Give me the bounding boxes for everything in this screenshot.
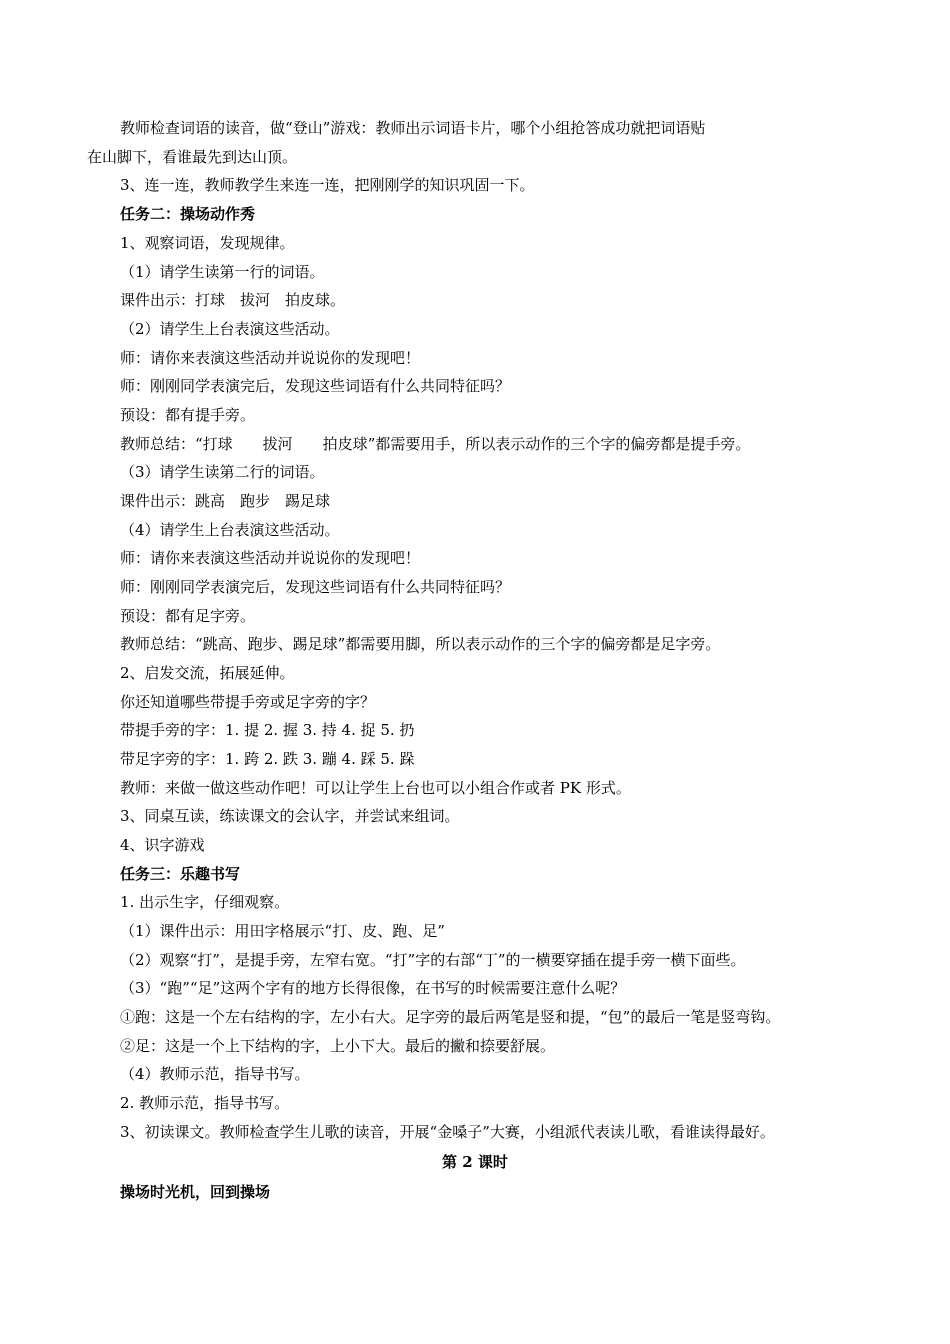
paragraph-line: 你还知道哪些带提手旁或足字旁的字？	[120, 693, 376, 711]
paragraph-line: （1）课件出示：用田字格展示“打、皮、跑、足”	[120, 922, 445, 940]
paragraph-line: （3）“跑”“足”这两个字有的地方长得很像，在书写的时候需要注意什么呢？	[120, 979, 626, 997]
paragraph-line: （1）请学生读第一行的词语。	[120, 263, 325, 281]
paragraph-line: （3）请学生读第二行的词语。	[120, 463, 325, 481]
section-heading: 操场时光机，回到操场	[120, 1183, 271, 1201]
paragraph-line: 在山脚下，看谁最先到达山顶。	[87, 148, 298, 166]
lesson-title: 第 2 课时	[442, 1153, 508, 1171]
section-heading: 任务三：乐趣书写	[120, 865, 241, 883]
paragraph-line: （4）教师示范，指导书写。	[120, 1065, 310, 1083]
paragraph-line: 3、初读课文。教师检查学生儿歌的读音，开展“金嗓子”大赛，小组派代表读儿歌，看谁读得最好。	[120, 1123, 775, 1141]
paragraph-line: （4）请学生上台表演这些活动。	[120, 521, 340, 539]
paragraph-line: 师：请你来表演这些活动并说说你的发现吧！	[120, 549, 421, 567]
paragraph-line: 师：刚刚同学表演完后，发现这些词语有什么共同特征吗？	[120, 377, 511, 395]
paragraph-line: （2）请学生上台表演这些活动。	[120, 320, 340, 338]
paragraph-line: 1. 出示生字，仔细观察。	[120, 893, 290, 911]
paragraph-line: 带提手旁的字：1. 提 2. 握 3. 持 4. 捉 5. 扔	[120, 721, 415, 739]
paragraph-line: 课件出示：打球 拔河 拍皮球。	[120, 291, 346, 309]
paragraph-line: 课件出示：跳高 跑步 踢足球	[120, 492, 331, 510]
paragraph-line: 带足字旁的字：1. 跨 2. 跌 3. 蹦 4. 踩 5. 跺	[120, 750, 415, 768]
paragraph-line: 2、启发交流，拓展延伸。	[120, 664, 295, 682]
paragraph-line: 3、同桌互读，练读课文的会认字，并尝试来组词。	[120, 807, 460, 825]
paragraph-line: 教师总结：“跳高、跑步、踢足球”都需要用脚，所以表示动作的三个字的偏旁都是足字旁。	[120, 635, 721, 653]
paragraph-line: 3、连一连，教师教学生来连一连，把刚刚学的知识巩固一下。	[120, 176, 535, 194]
paragraph-line: （2）观察“打”，是提手旁，左窄右宽。“打”字的右部“丁”的一横要穿插在提手旁一横下面些。	[120, 951, 746, 969]
paragraph-line: 师：刚刚同学表演完后，发现这些词语有什么共同特征吗？	[120, 578, 511, 596]
paragraph-line: 预设：都有足字旁。	[120, 607, 256, 625]
paragraph-line: 教师检查词语的读音，做“登山”游戏：教师出示词语卡片，哪个小组抢答成功就把词语贴	[120, 119, 706, 137]
paragraph-line: 1、观察词语，发现规律。	[120, 234, 295, 252]
paragraph-line: 师：请你来表演这些活动并说说你的发现吧！	[120, 349, 421, 367]
paragraph-line: 教师总结：“打球 拔河 拍皮球”都需要用手，所以表示动作的三个字的偏旁都是提手旁。	[120, 435, 751, 453]
section-heading: 任务二：操场动作秀	[120, 205, 256, 223]
paragraph-line: ②足：这是一个上下结构的字，上小下大。最后的撇和捺要舒展。	[120, 1037, 556, 1055]
paragraph-line: ①跑：这是一个左右结构的字，左小右大。足字旁的最后两笔是竖和提，“包”的最后一笔是竖弯钩。	[120, 1008, 781, 1026]
paragraph-line: 2. 教师示范，指导书写。	[120, 1094, 290, 1112]
paragraph-line: 4、识字游戏	[120, 836, 205, 854]
paragraph-line: 教师：来做一做这些动作吧！可以让学生上台也可以小组合作或者 PK 形式。	[120, 779, 631, 797]
paragraph-line: 预设：都有提手旁。	[120, 406, 256, 424]
